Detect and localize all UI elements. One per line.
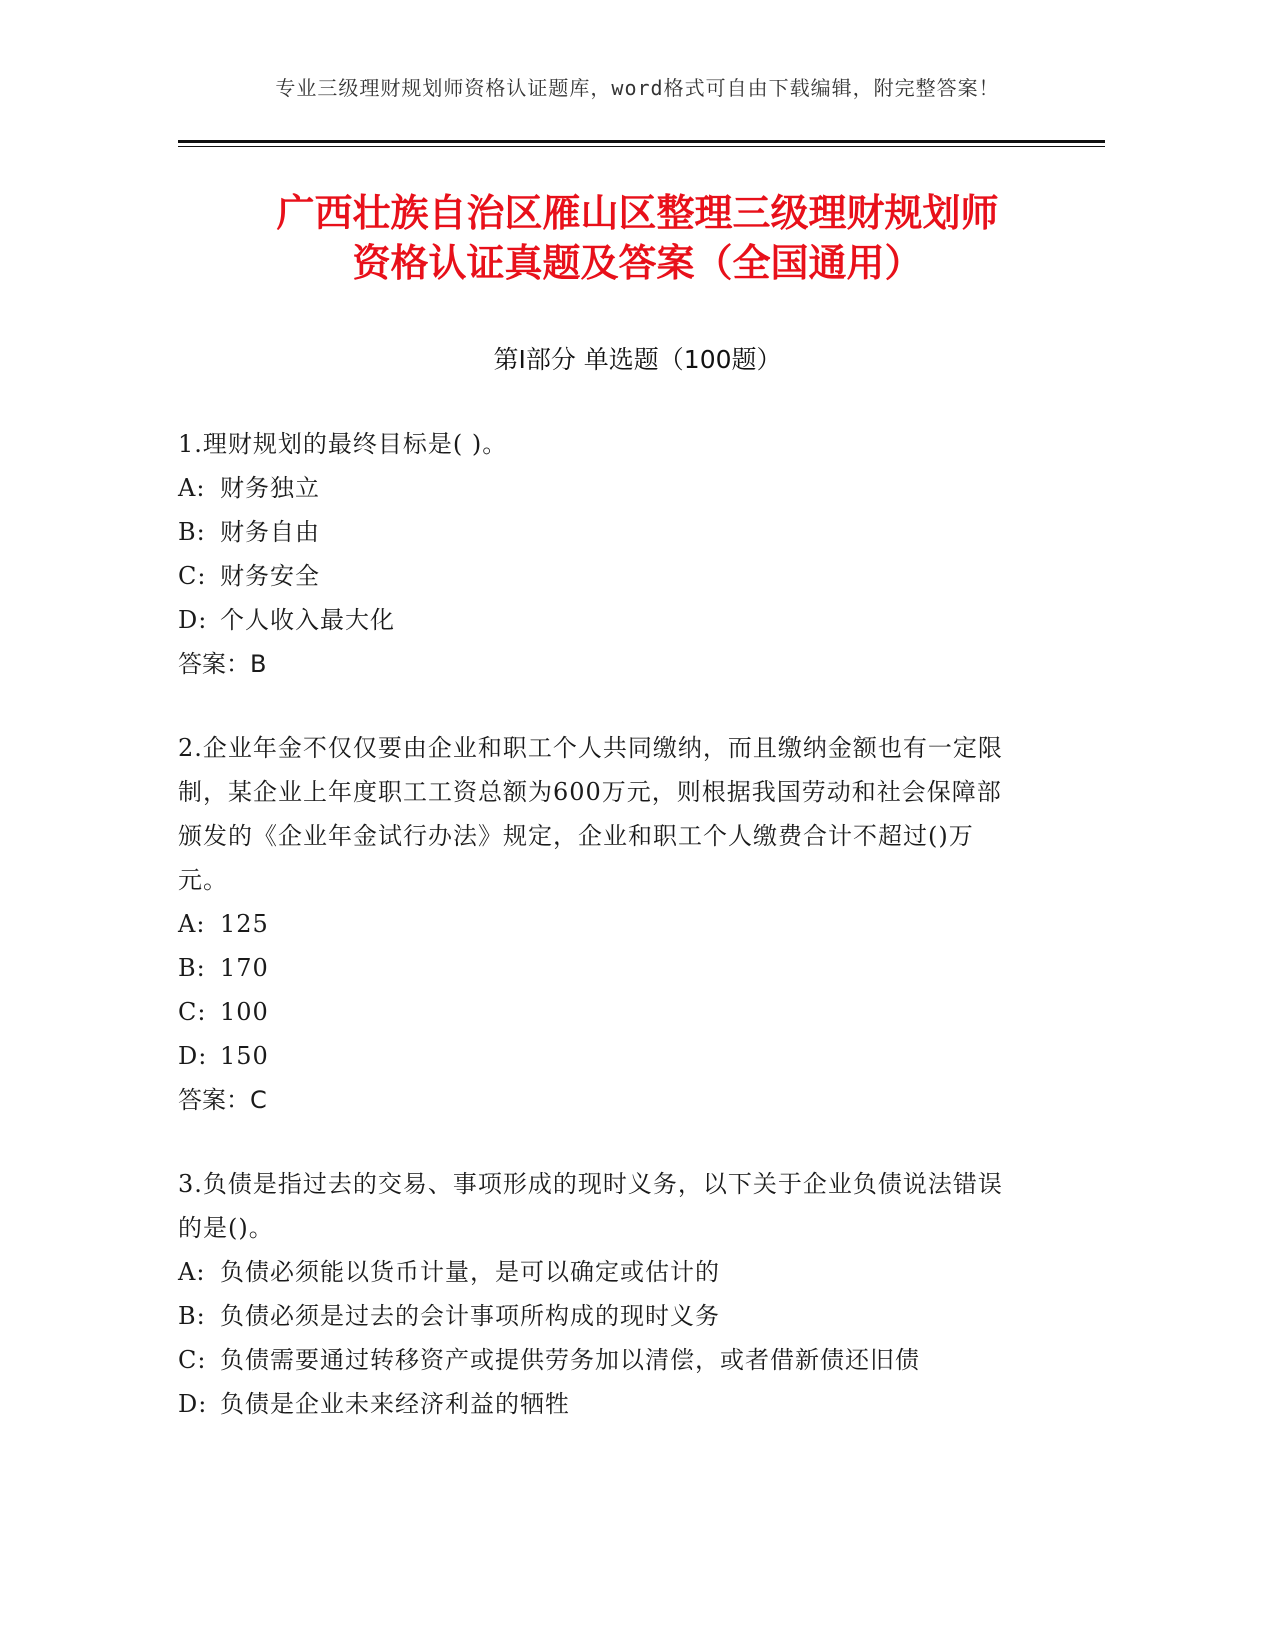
option-c (178, 1338, 1018, 1382)
option-d (178, 598, 1018, 642)
option-key: C: (178, 1346, 207, 1374)
option-text: 170 (220, 954, 269, 982)
option-key: A: (178, 910, 206, 938)
question-3 (178, 1162, 1018, 1426)
option-text: 负债必须能以货币计量，是可以确定或估计的 (220, 1258, 720, 1286)
option-text: 125 (220, 910, 269, 938)
title-line-1: 广西壮族自治区雁山区整理三级理财规划师 (276, 191, 999, 235)
option-text: 负债必须是过去的会计事项所构成的现时义务 (220, 1302, 720, 1330)
option-key: A: (178, 1258, 206, 1286)
option-text: 100 (220, 998, 269, 1026)
option-key: D: (178, 1390, 208, 1418)
option-a (178, 902, 1018, 946)
question-stem: 2.企业年金不仅仅要由企业和职工个人共同缴纳，而且缴纳金额也有一定限制，某企业上年度职工工资总额为600万元，则根据我国劳动和社会保障部颁发的《企业年金试行办法》规定，企业和职工个人缴费合计不超过()万元。 (178, 734, 1003, 894)
question-stem: 3.负债是指过去的交易、事项形成的现时义务，以下关于企业负债说法错误的是()。 (178, 1170, 1003, 1242)
title-line-2: 资格认证真题及答案（全国通用） (352, 241, 923, 285)
option-c (178, 990, 1018, 1034)
answer: 答案：C (178, 1086, 267, 1114)
question-1 (178, 422, 1018, 686)
option-key: B: (178, 1302, 206, 1330)
option-c (178, 554, 1018, 598)
option-key: C: (178, 998, 207, 1026)
option-d (178, 1382, 1018, 1426)
option-text: 150 (220, 1042, 269, 1070)
question-stem: 1.理财规划的最终目标是( )。 (178, 430, 508, 458)
option-text: 财务独立 (220, 474, 320, 502)
option-a (178, 466, 1018, 510)
option-text: 负债是企业未来经济利益的牺牲 (220, 1390, 570, 1418)
header-rule-thick (178, 140, 1105, 143)
section-heading: 第Ⅰ部分 单选题（100题） (493, 345, 782, 374)
document-title (150, 188, 1125, 288)
option-key: B: (178, 518, 206, 546)
option-d (178, 1034, 1018, 1078)
option-a (178, 1250, 1018, 1294)
option-text: 个人收入最大化 (220, 606, 395, 634)
header-note: 专业三级理财规划师资格认证题库，word格式可自由下载编辑，附完整答案！ (275, 76, 1000, 100)
answer: 答案：B (178, 650, 267, 678)
option-text: 负债需要通过转移资产或提供劳务加以清偿，或者借新债还旧债 (220, 1346, 920, 1374)
question-2 (178, 726, 1018, 1122)
option-b (178, 510, 1018, 554)
option-key: D: (178, 1042, 208, 1070)
option-b (178, 1294, 1018, 1338)
option-key: A: (178, 474, 206, 502)
option-key: B: (178, 954, 206, 982)
header-rule-thin (178, 146, 1105, 147)
option-key: C: (178, 562, 207, 590)
option-key: D: (178, 606, 208, 634)
option-text: 财务自由 (220, 518, 320, 546)
option-text: 财务安全 (220, 562, 320, 590)
option-b (178, 946, 1018, 990)
